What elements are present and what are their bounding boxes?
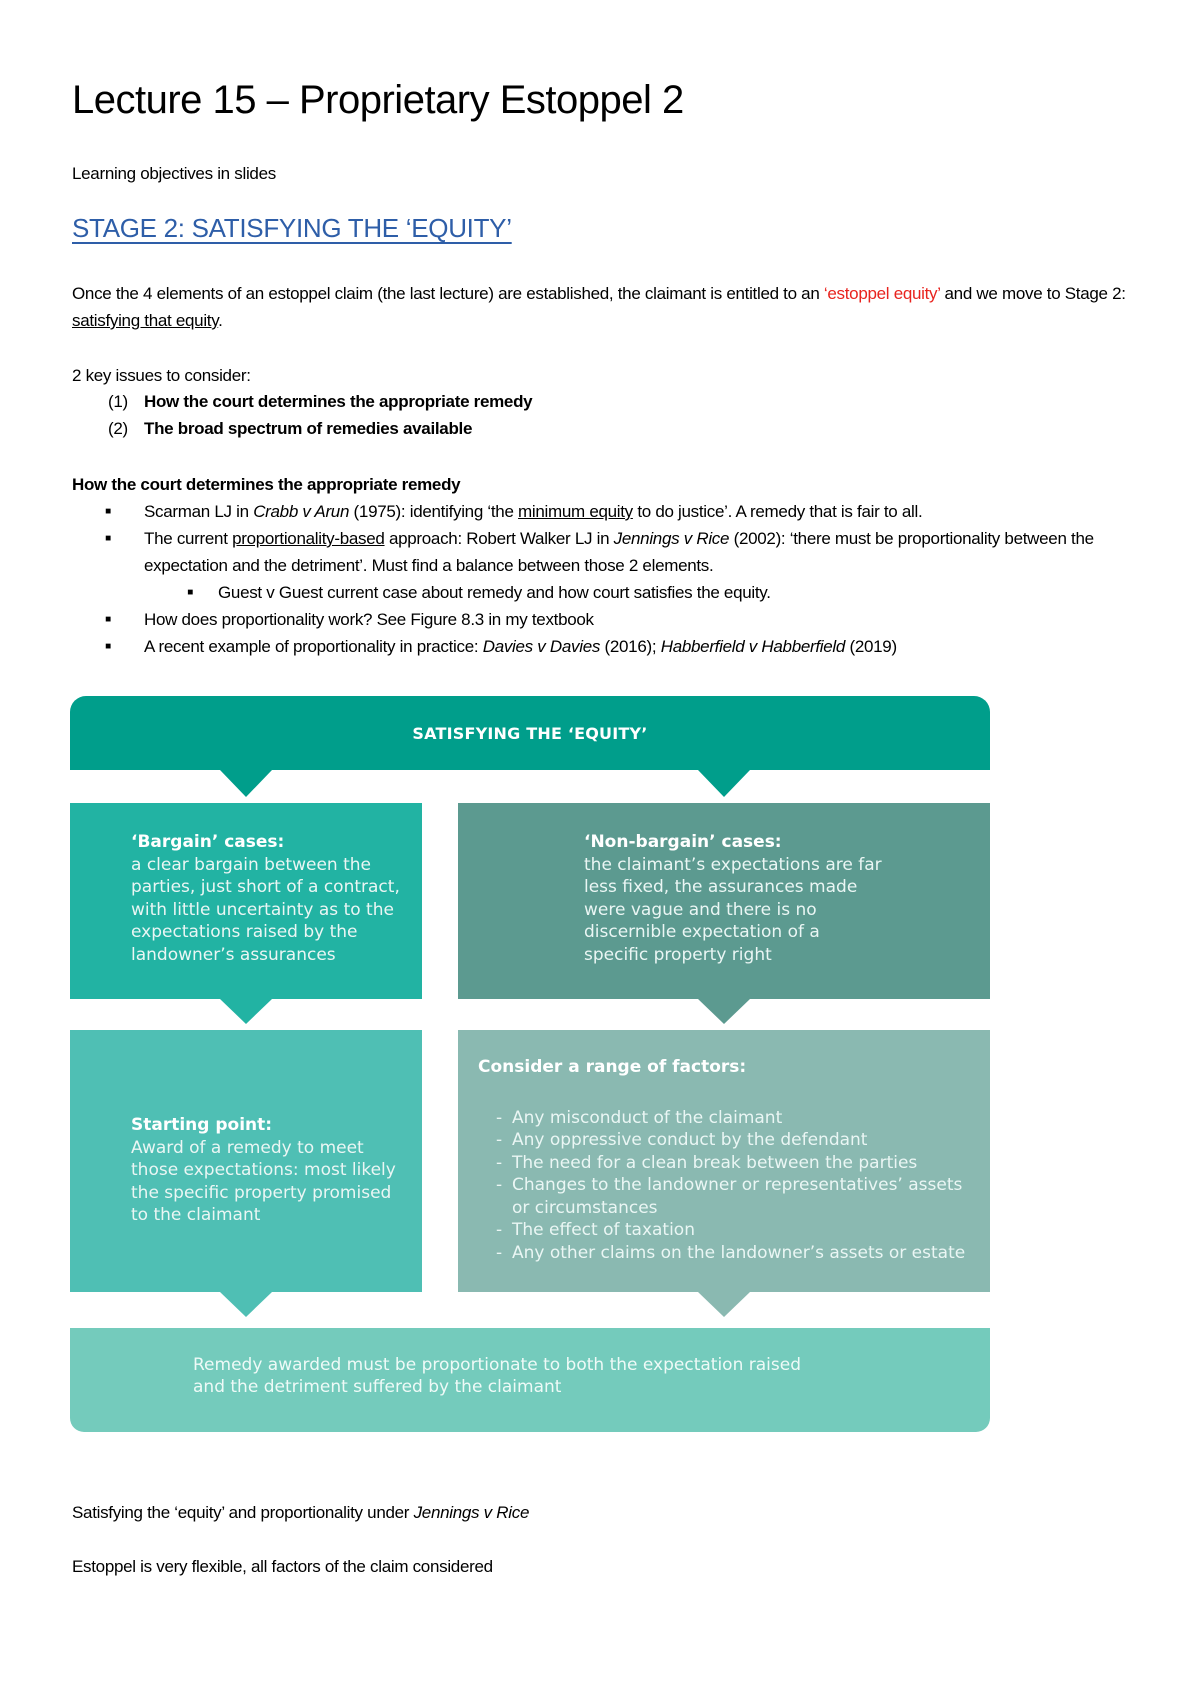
square-bullet-icon: ■ bbox=[187, 587, 193, 598]
intro-text: Once the 4 elements of an estoppel claim (the last lecture) are established, the claimant is entitled to an bbox=[72, 284, 824, 303]
arrow-down-icon bbox=[220, 999, 272, 1024]
factor-item: - The need for a clean break between the parties bbox=[496, 1152, 918, 1173]
arrow-down-icon bbox=[220, 770, 272, 797]
conclusion-box bbox=[70, 1328, 990, 1432]
bullet-text: How does proportionality work? See Figure 8.3 in my textbook bbox=[144, 610, 594, 629]
bullet-text: A recent example of proportionality in practice: bbox=[144, 637, 483, 656]
sub-bullet-item bbox=[72, 579, 1152, 606]
bullet-item bbox=[72, 525, 1152, 579]
bullet-text: (1975): identifying ‘the bbox=[349, 502, 519, 521]
factors-list bbox=[478, 1107, 970, 1265]
case-name: Jennings v Rice bbox=[613, 529, 730, 548]
bullet-item bbox=[72, 633, 1152, 660]
bargain-cases-box bbox=[70, 803, 422, 999]
satisfying-equity-term: satisfying that equity bbox=[72, 311, 219, 330]
arrow-down-icon bbox=[698, 1292, 750, 1317]
non-bargain-cases-box bbox=[458, 803, 990, 999]
case-name: Crabb v Arun bbox=[253, 502, 350, 521]
bullet-text: to do justice’. A remedy that is fair to all. bbox=[632, 502, 923, 521]
factor-text: Any misconduct of the claimant bbox=[512, 1107, 783, 1128]
factor-item: - The effect of taxation bbox=[496, 1220, 695, 1240]
underlined-term: proportionality-based bbox=[232, 529, 385, 548]
box-title: ‘Bargain’ cases: bbox=[131, 832, 285, 852]
box-text: Award of a remedy to meet those expectations: most likely the specific property promised to the claimant bbox=[131, 1137, 396, 1225]
box-title: ‘Non-bargain’ cases: bbox=[584, 832, 782, 852]
square-bullet-icon: ■ bbox=[105, 506, 111, 517]
factor-text: The need for a clean break between the parties bbox=[512, 1152, 918, 1173]
factor-text: Changes to the landowner or representatives’ assets or circumstances bbox=[512, 1175, 963, 1218]
intro-text: and we move to Stage 2: bbox=[940, 284, 1126, 303]
box-title: Consider a range of factors: bbox=[478, 1057, 747, 1077]
factor-text: Any other claims on the landowner’s assets or estate bbox=[512, 1242, 966, 1263]
diagram-header: SATISFYING THE ‘EQUITY’ bbox=[70, 696, 990, 770]
issue-number: (1) bbox=[108, 392, 128, 411]
issue-text: The broad spectrum of remedies available bbox=[144, 419, 473, 438]
arrow-down-icon bbox=[698, 999, 750, 1024]
footer-line-1 bbox=[72, 1499, 529, 1526]
square-bullet-icon: ■ bbox=[105, 614, 111, 625]
intro-paragraph bbox=[72, 280, 1132, 334]
factor-item: - Changes to the landowner or representatives’ assets or circumstances bbox=[496, 1174, 970, 1219]
remedy-bullets bbox=[72, 498, 1152, 660]
square-bullet-icon: ■ bbox=[105, 533, 111, 544]
arrow-down-icon bbox=[698, 770, 750, 797]
underlined-term: minimum equity bbox=[518, 502, 633, 521]
factor-item: - Any oppressive conduct by the defendant bbox=[496, 1130, 868, 1150]
remedy-heading: How the court determines the appropriate remedy bbox=[72, 475, 461, 494]
box-text: the claimant’s expectations are far less fixed, the assurances made were vague and there is no discernible expectation of a specific property right bbox=[584, 854, 882, 965]
page-title: Lecture 15 – Proprietary Estoppel 2 bbox=[72, 78, 684, 122]
intro-text: . bbox=[218, 311, 223, 330]
bullet-item bbox=[72, 606, 1152, 633]
factor-text: The effect of taxation bbox=[512, 1220, 695, 1240]
arrow-down-icon bbox=[220, 1292, 272, 1317]
bullet-text: Scarman LJ in bbox=[144, 502, 254, 521]
bullet-text: (2016); bbox=[600, 637, 661, 656]
bullet-item bbox=[72, 498, 1152, 525]
case-name: Davies v Davies bbox=[482, 637, 601, 656]
case-name: Jennings v Rice bbox=[413, 1503, 530, 1522]
box-title: Starting point: bbox=[131, 1115, 273, 1135]
factors-box bbox=[458, 1030, 990, 1292]
bullet-text: approach: Robert Walker LJ in bbox=[384, 529, 614, 548]
estoppel-equity-term: ‘estoppel equity’ bbox=[823, 284, 941, 303]
starting-point-box bbox=[70, 1030, 422, 1292]
factor-item: - Any misconduct of the claimant bbox=[496, 1107, 783, 1128]
satisfying-equity-diagram bbox=[70, 696, 990, 1436]
box-text: Remedy awarded must be proportionate to both the expectation raised and the detriment suffered by the claimant bbox=[193, 1355, 801, 1397]
bullet-text: (2019) bbox=[845, 637, 897, 656]
factor-text: Any oppressive conduct by the defendant bbox=[512, 1130, 868, 1150]
case-name: Habberfield v Habberfield bbox=[660, 637, 846, 656]
learning-objectives-note: Learning objectives in slides bbox=[72, 164, 276, 183]
square-bullet-icon: ■ bbox=[105, 641, 111, 652]
issue-item bbox=[108, 388, 532, 415]
factor-item: - Any other claims on the landowner’s assets or estate bbox=[496, 1242, 966, 1263]
issues-heading: 2 key issues to consider: bbox=[72, 366, 251, 385]
issue-text: How the court determines the appropriate remedy bbox=[144, 392, 533, 411]
footer-text: Satisfying the ‘equity’ and proportionality under bbox=[72, 1503, 414, 1522]
bullet-text: (2002): ‘there must be proportionality between the expectation and the detriment’. Must find a balance between those 2 elements. bbox=[144, 529, 1094, 575]
issue-number: (2) bbox=[108, 419, 128, 438]
section-heading: STAGE 2: SATISFYING THE ‘EQUITY’ bbox=[72, 213, 512, 243]
bullet-text: The current bbox=[144, 529, 233, 548]
footer-line-2: Estoppel is very flexible, all factors of the claim considered bbox=[72, 1557, 493, 1576]
bullet-text: Guest v Guest current case about remedy and how court satisfies the equity. bbox=[218, 583, 771, 602]
issues-list bbox=[108, 388, 532, 442]
issue-item bbox=[108, 415, 532, 442]
box-text: a clear bargain between the parties, just short of a contract, with little uncertainty as to the expectations raised by the landowner’s assurances bbox=[131, 854, 400, 965]
